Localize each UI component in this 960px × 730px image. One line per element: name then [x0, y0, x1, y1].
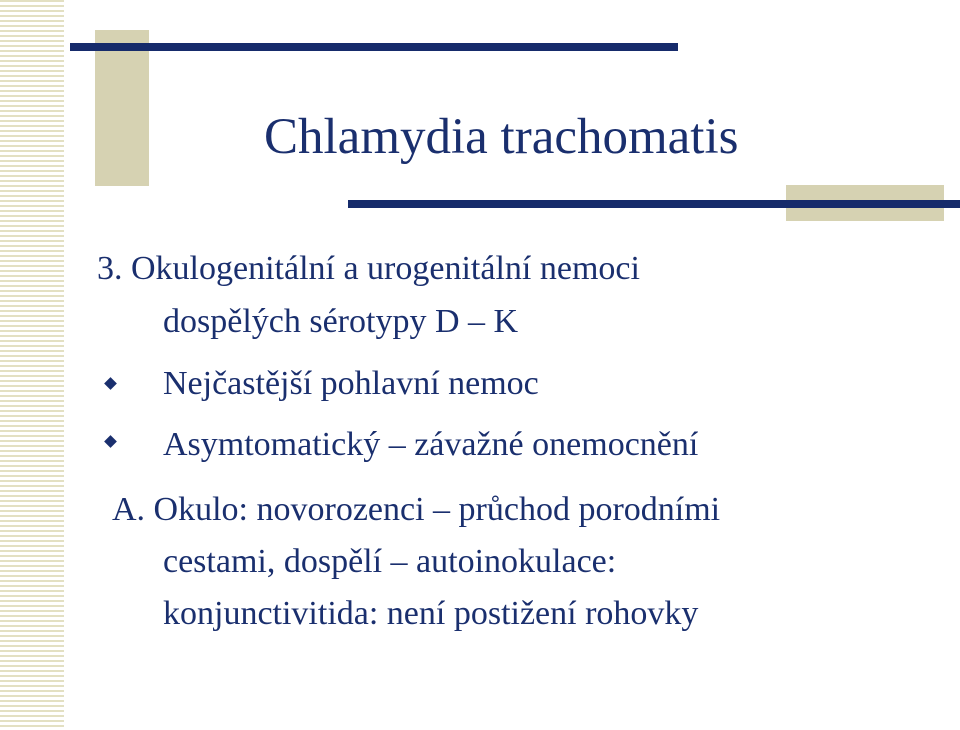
- decorative-line-top: [70, 43, 678, 51]
- bullet-item-2: Asymtomatický – závažné onemocnění: [163, 426, 699, 463]
- diamond-bullet-icon: [104, 435, 117, 448]
- slide-title: Chlamydia trachomatis: [264, 109, 739, 165]
- paragraph-2-line-1: A. Okulo: novorozenci – průchod porodními: [112, 491, 721, 528]
- diamond-bullet-icon: [104, 377, 117, 390]
- decorative-line-bottom: [348, 200, 960, 208]
- paragraph-2-line-3: konjunctivitida: není postižení rohovky: [163, 595, 699, 632]
- paragraph-2-line-2: cestami, dospělí – autoinokulace:: [163, 543, 617, 580]
- paragraph-1-line-1: 3. Okulogenitální a urogenitální nemoci: [97, 250, 640, 287]
- paragraph-1-line-2: dospělých sérotypy D – K: [163, 303, 519, 340]
- bullet-item-1: Nejčastější pohlavní nemoc: [163, 365, 539, 402]
- decorative-block-left: [95, 30, 149, 186]
- decorative-stripes: [0, 0, 64, 730]
